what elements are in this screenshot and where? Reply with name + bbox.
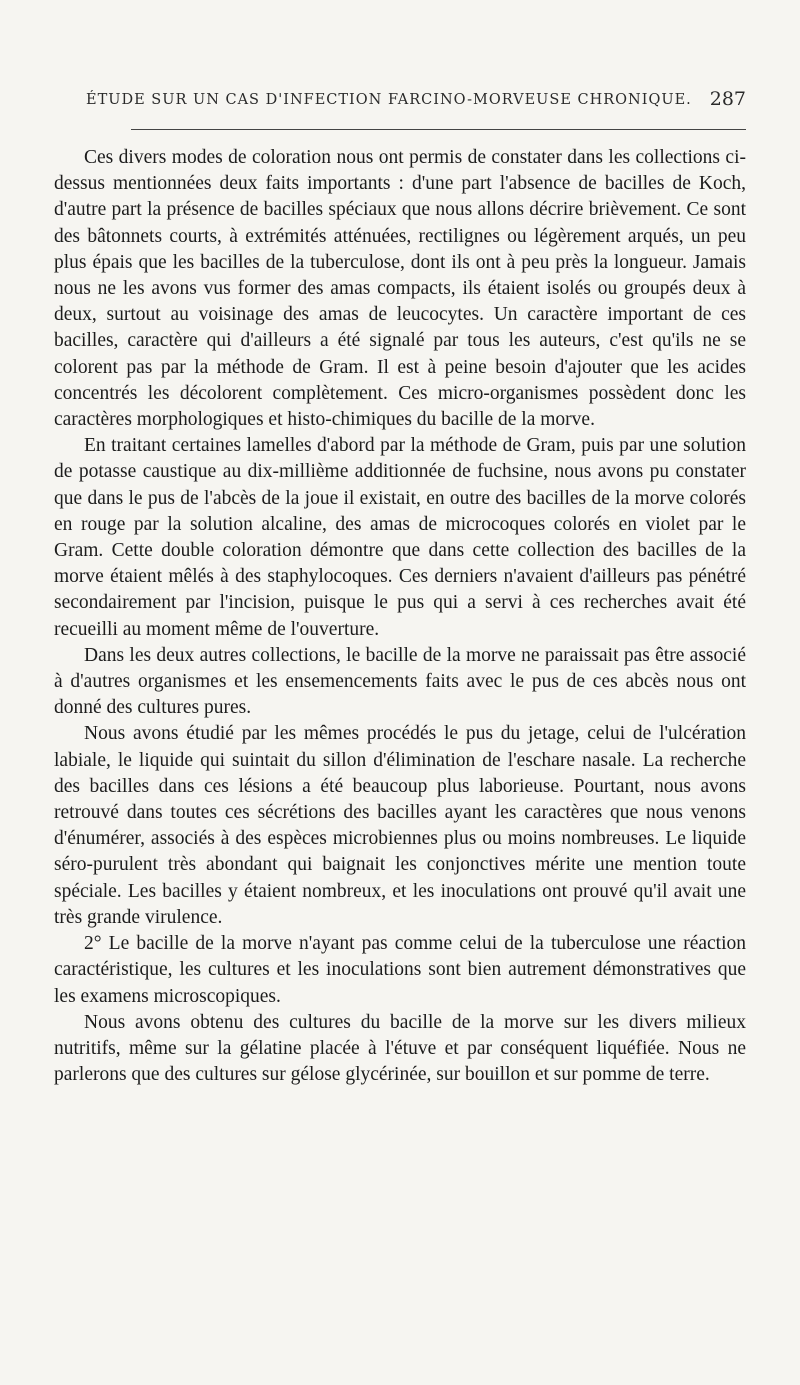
paragraph: En traitant certaines lamelles d'abord par la méthode de Gram, puis par une solution de potasse caustique au dix-millième additionnée de fuchsine, nous avons pu constater que dans le pus de l'abcès de la joue il existait, en outre des bacilles de la morve colorés en rouge par la solution alcaline, des amas de microcoques colorés en violet par le Gram. Cette double coloration démontre que dans cette collection des bacilles de la morve étaient mêlés à des staphylocoques. Ces derniers n'avaient d'ailleurs pas pénétré secondairement par l'incision, puisque le pus qui a servi à ces recherches avait été recueilli au moment même de l'ouverture.	[54, 435, 746, 640]
running-title: ÉTUDE SUR UN CAS D'INFECTION FARCINO-MORVEUSE CHRONIQUE.	[86, 92, 692, 108]
paragraph: Nous avons étudié par les mêmes procédés le pus du jetage, celui de l'ulcération labiale, le liquide qui suintait du sillon d'élimination de l'eschare nasale. La recherche des bacilles dans ces lésions a été beaucoup plus laborieuse. Pourtant, nous avons retrouvé dans toutes ces sécrétions des bacilles ayant les caractères que nous venons d'énumérer, associés à des espèces microbiennes plus ou moins nombreuses. Le liquide séro-purulent très abondant qui baignait les conjonctives mérite une mention toute spéciale. Les bacilles y étaient nombreux, et les inoculations ont prouvé qu'il avait une très grande virulence.	[54, 723, 746, 928]
paragraph: Dans les deux autres collections, le bacille de la morve ne paraissait pas être associé à d'autres organismes et les ensemencements faits avec le pus de ces abcès nous ont donné des cultures pures.	[54, 644, 746, 719]
paragraph: Ces divers modes de coloration nous ont permis de constater dans les collections ci-dessus mentionnées deux faits importants : d'une part l'absence de bacilles de Koch, d'autre part la présence de bacilles spéciaux que nous allons décrire brièvement. Ce sont des bâtonnets courts, à extrémités atténuées, rectilignes ou légèrement arqués, un peu plus épais que les bacilles de la tuberculose, dont ils ont à peu près la longueur. Jamais nous ne les avons vus former des amas compacts, ils étaient isolés ou groupés deux à deux, surtout au voisinage des amas de leucocytes. Un caractère important de ces bacilles, caractère qui d'ailleurs a été signalé par tous les auteurs, c'est qu'ils ne se colorent pas par la méthode de Gram. Il est à peine besoin d'ajouter que les acides concentrés les décolorent complètement. Ces micro-organismes possèdent donc les caractères morphologiques et histo-chimiques du bacille de la morve.	[54, 147, 746, 431]
paragraph: Nous avons obtenu des cultures du bacille de la morve sur les divers milieux nutritifs, même sur la gélatine placée à l'étuve et par conséquent liquéfiée. Nous ne parlerons que des cultures sur gélose glycérinée, sur bouillon et sur pomme de terre.	[54, 1011, 746, 1086]
paragraph: 2° Le bacille de la morve n'ayant pas comme celui de la tuberculose une réaction caractéristique, les cultures et les inoculations sont bien autrement démonstratives que les examens microscopiques.	[54, 933, 746, 1007]
page-number: 287	[709, 88, 746, 110]
running-head	[54, 90, 746, 114]
body-text	[54, 145, 746, 1088]
header-rule	[131, 129, 746, 130]
